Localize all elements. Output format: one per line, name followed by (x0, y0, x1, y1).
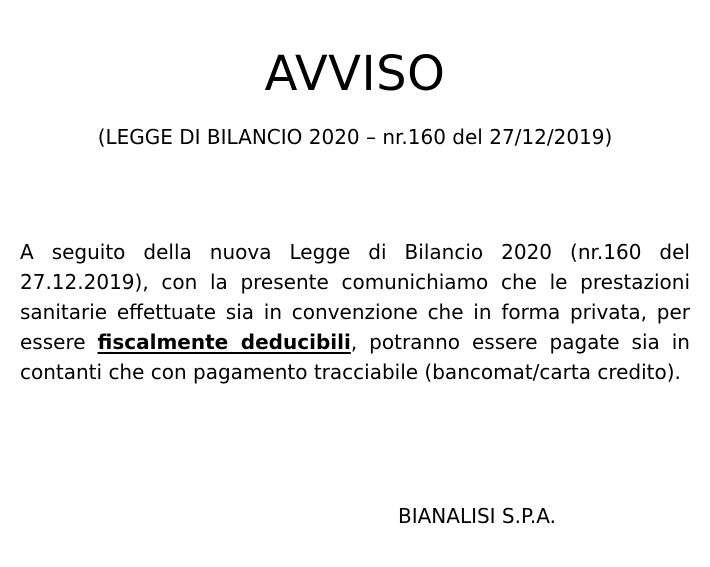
body-emphasis: fiscalmente deducibili (97, 330, 351, 354)
notice-subtitle: (LEGGE DI BILANCIO 2020 – nr.160 del 27/12/2019) (97, 125, 613, 149)
notice-body (20, 237, 690, 387)
body-text-before: A seguito della nuova Legge di Bilancio 2020 (nr.160 del 27.12.2019), con la presente comunichiamo che le prestazioni sanitarie effettuate sia in convenzione che in forma privata, per essere (20, 240, 690, 354)
body-text-after: , potranno essere pagate sia in contanti che con pagamento tracciabile (bancomat/carta credito). (20, 330, 690, 384)
signature: BIANALISI S.P.A. (398, 504, 556, 528)
notice-title: AVVISO (264, 46, 446, 102)
